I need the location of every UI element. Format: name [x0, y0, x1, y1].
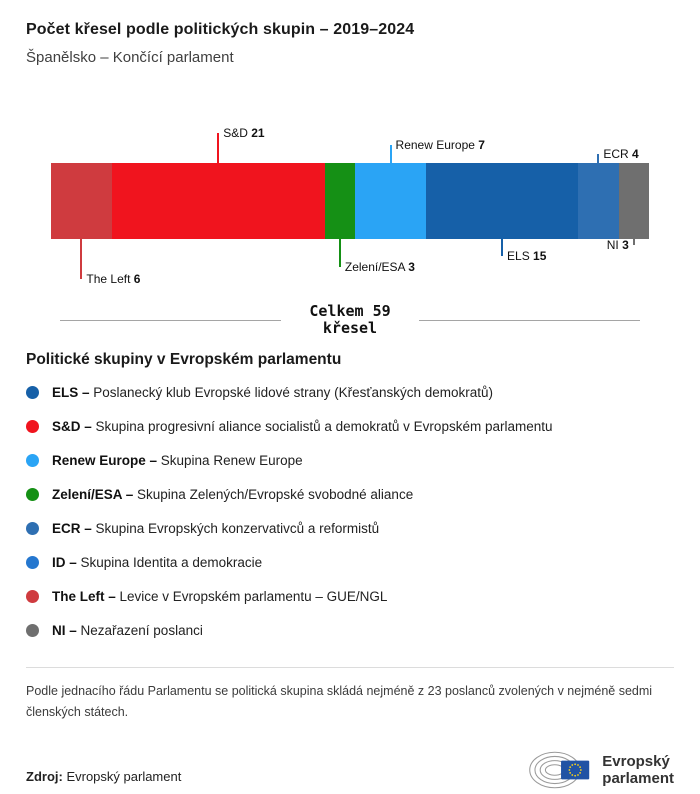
segment-label: ELS 15 — [507, 249, 547, 263]
bar-segment-els — [426, 163, 578, 239]
segment-label: Zelení/ESA 3 — [344, 260, 415, 274]
legend-heading: Politické skupiny v Evropském parlamentu — [26, 351, 342, 368]
total-line-2: křesel — [322, 319, 378, 337]
footnote: Podle jednacího řádu Parlamentu se politická skupina skládá nejméně z 23 poslanců zvolených v nejméně sedmi členských státech. — [26, 684, 653, 719]
legend-item — [26, 409, 674, 443]
legend-color-dot — [26, 556, 39, 569]
leader-line — [217, 133, 219, 163]
total-rule-right — [419, 320, 640, 321]
total-seats-label — [309, 303, 390, 337]
footer — [26, 746, 674, 794]
bar-segment-s-d — [112, 163, 325, 239]
page-subtitle: Španělsko – Končící parlament — [26, 49, 234, 66]
segment-label: NI 3 — [606, 238, 629, 252]
legend-item — [26, 443, 674, 477]
ep-logo — [527, 746, 674, 794]
legend-item-text: ID – Skupina Identita a demokracie — [52, 554, 263, 570]
footer-divider — [26, 667, 674, 668]
total-rule-left — [60, 320, 281, 321]
legend — [26, 375, 674, 647]
legend-item — [26, 375, 674, 409]
legend-item-text: ELS – Poslanecký klub Evropské lidové strany (Křesťanských demokratů) — [52, 384, 493, 400]
legend-item — [26, 579, 674, 613]
legend-item-text: Zelení/ESA – Skupina Zelených/Evropské svobodné aliance — [52, 486, 414, 502]
seat-chart — [26, 119, 674, 289]
page-title: Počet křesel podle politických skupin – 2019–2024 — [26, 21, 415, 38]
leader-line — [633, 239, 635, 245]
legend-item — [26, 511, 674, 545]
legend-item-text: The Left – Levice v Evropském parlamentu – GUE/NGL — [52, 588, 388, 604]
legend-item-text: NI – Nezařazení poslanci — [52, 622, 203, 638]
bar-segment-the-left — [51, 163, 112, 239]
legend-item — [26, 545, 674, 579]
legend-color-dot — [26, 420, 39, 433]
legend-color-dot — [26, 454, 39, 467]
source-value: Evropský parlament — [66, 769, 182, 785]
segment-label: S&D 21 — [223, 126, 265, 140]
segment-label: The Left 6 — [86, 272, 141, 286]
segment-label: Renew Europe 7 — [395, 138, 485, 152]
eu-flag-icon — [561, 761, 589, 780]
ep-logo-line-2: parlament — [602, 770, 674, 788]
legend-color-dot — [26, 386, 39, 399]
legend-item — [26, 477, 674, 511]
ep-logo-line-1: Evropský — [602, 752, 670, 770]
legend-item-text: Renew Europe – Skupina Renew Europe — [52, 452, 303, 468]
total-seats — [60, 303, 640, 337]
total-line-1: Celkem 59 — [309, 302, 391, 320]
bar-segment-zelen-esa — [325, 163, 355, 239]
leader-line — [80, 239, 82, 279]
legend-color-dot — [26, 590, 39, 603]
legend-item-text: S&D – Skupina progresivní aliance socialistů a demokratů v Evropském parlamentu — [52, 418, 553, 434]
source — [26, 769, 181, 794]
segment-label: ECR 4 — [603, 147, 639, 161]
ep-logo-text — [602, 753, 674, 788]
legend-item — [26, 613, 674, 647]
bar-segment-renew-europe — [355, 163, 426, 239]
leader-line — [501, 239, 503, 256]
legend-color-dot — [26, 624, 39, 637]
legend-color-dot — [26, 522, 39, 535]
ep-logo-mark — [527, 746, 593, 794]
bar-segment-ecr — [578, 163, 619, 239]
legend-color-dot — [26, 488, 39, 501]
stacked-bar — [51, 163, 649, 239]
source-label: Zdroj: — [26, 769, 63, 785]
legend-item-text: ECR – Skupina Evropských konzervativců a reformistů — [52, 520, 380, 536]
leader-line — [597, 154, 599, 163]
leader-line — [390, 145, 392, 163]
leader-line — [339, 239, 341, 267]
bar-segment-ni — [619, 163, 649, 239]
